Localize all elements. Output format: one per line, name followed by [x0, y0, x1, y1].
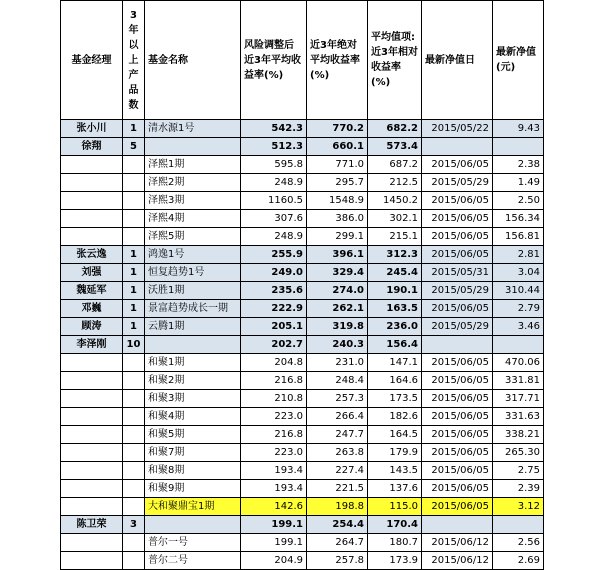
fund-name-cell: 鸿逸1号 — [145, 246, 241, 264]
nav-date-cell — [422, 516, 493, 534]
product-count-cell — [123, 552, 145, 570]
table-row — [61, 552, 544, 570]
nav-cell: 1.49 — [493, 174, 544, 192]
relative-return-cell: 312.3 — [368, 246, 422, 264]
fund-name-cell: 大和聚鼎宝1期 — [145, 498, 241, 516]
manager-cell — [61, 372, 123, 390]
risk-adjusted-return-cell: 248.9 — [241, 228, 307, 246]
risk-adjusted-return-cell: 210.8 — [241, 390, 307, 408]
fund-name-cell: 泽熙3期 — [145, 192, 241, 210]
relative-return-cell: 137.6 — [368, 480, 422, 498]
absolute-return-cell: 231.0 — [307, 354, 368, 372]
table-row — [61, 390, 544, 408]
risk-adjusted-return-cell: 249.0 — [241, 264, 307, 282]
nav-date-cell: 2015/06/12 — [422, 534, 493, 552]
manager-cell — [61, 192, 123, 210]
manager-cell — [61, 390, 123, 408]
manager-cell — [61, 426, 123, 444]
relative-return-cell: 164.6 — [368, 372, 422, 390]
absolute-return-cell: 660.1 — [307, 138, 368, 156]
risk-adjusted-return-cell: 222.9 — [241, 300, 307, 318]
nav-date-cell: 2015/06/05 — [422, 228, 493, 246]
nav-cell: 2.81 — [493, 246, 544, 264]
relative-return-cell: 173.9 — [368, 552, 422, 570]
relative-return-cell: 573.4 — [368, 138, 422, 156]
table-body — [61, 120, 544, 570]
manager-cell — [61, 534, 123, 552]
product-count-cell: 1 — [123, 246, 145, 264]
product-count-cell: 3 — [123, 516, 145, 534]
nav-cell: 3.12 — [493, 498, 544, 516]
relative-return-cell: 170.4 — [368, 516, 422, 534]
fund-name-cell: 和聚1期 — [145, 354, 241, 372]
product-count-cell — [123, 444, 145, 462]
risk-adjusted-return-cell: 142.6 — [241, 498, 307, 516]
relative-return-cell: 1450.2 — [368, 192, 422, 210]
nav-date-cell: 2015/05/31 — [422, 264, 493, 282]
relative-return-cell: 190.1 — [368, 282, 422, 300]
header-product-count: 3年以上产品数 — [123, 1, 145, 120]
risk-adjusted-return-cell: 307.6 — [241, 210, 307, 228]
absolute-return-cell: 266.4 — [307, 408, 368, 426]
absolute-return-cell: 1548.9 — [307, 192, 368, 210]
product-count-cell — [123, 480, 145, 498]
table-row — [61, 372, 544, 390]
nav-cell: 2.38 — [493, 156, 544, 174]
relative-return-cell: 212.5 — [368, 174, 422, 192]
fund-name-cell: 和聚8期 — [145, 462, 241, 480]
header-latest-nav-date: 最新净值日 — [422, 1, 493, 120]
manager-cell: 魏延军 — [61, 282, 123, 300]
product-count-cell: 5 — [123, 138, 145, 156]
product-count-cell — [123, 498, 145, 516]
fund-name-cell: 普尔一号 — [145, 534, 241, 552]
nav-cell: 2.69 — [493, 552, 544, 570]
table-row — [61, 264, 544, 282]
nav-date-cell: 2015/05/22 — [422, 120, 493, 138]
table-row — [61, 318, 544, 336]
fund-ranking-table — [60, 0, 544, 570]
nav-cell: 2.79 — [493, 300, 544, 318]
fund-ranking-table-container — [60, 0, 543, 570]
risk-adjusted-return-cell: 193.4 — [241, 462, 307, 480]
risk-adjusted-return-cell: 542.3 — [241, 120, 307, 138]
absolute-return-cell: 274.0 — [307, 282, 368, 300]
table-row — [61, 480, 544, 498]
fund-name-cell: 恒复趋势1号 — [145, 264, 241, 282]
nav-cell: 2.39 — [493, 480, 544, 498]
table-row — [61, 426, 544, 444]
absolute-return-cell: 771.0 — [307, 156, 368, 174]
absolute-return-cell: 257.8 — [307, 552, 368, 570]
manager-cell — [61, 408, 123, 426]
relative-return-cell: 180.7 — [368, 534, 422, 552]
nav-date-cell — [422, 336, 493, 354]
highlighted-fund-row — [61, 498, 544, 516]
relative-return-cell: 179.9 — [368, 444, 422, 462]
risk-adjusted-return-cell: 204.8 — [241, 354, 307, 372]
nav-cell: 3.04 — [493, 264, 544, 282]
nav-date-cell: 2015/06/12 — [422, 552, 493, 570]
nav-cell: 156.81 — [493, 228, 544, 246]
risk-adjusted-return-cell: 255.9 — [241, 246, 307, 264]
absolute-return-cell: 247.7 — [307, 426, 368, 444]
fund-name-cell: 和聚3期 — [145, 390, 241, 408]
manager-cell — [61, 552, 123, 570]
risk-adjusted-return-cell: 248.9 — [241, 174, 307, 192]
absolute-return-cell: 198.8 — [307, 498, 368, 516]
manager-cell — [61, 462, 123, 480]
fund-name-cell: 景富趋势成长一期 — [145, 300, 241, 318]
manager-cell: 李泽刚 — [61, 336, 123, 354]
risk-adjusted-return-cell: 216.8 — [241, 426, 307, 444]
manager-cell — [61, 156, 123, 174]
nav-date-cell: 2015/06/05 — [422, 210, 493, 228]
relative-return-cell: 682.2 — [368, 120, 422, 138]
table-row — [61, 120, 544, 138]
manager-cell: 陈卫荣 — [61, 516, 123, 534]
table-row — [61, 462, 544, 480]
risk-adjusted-return-cell: 199.1 — [241, 516, 307, 534]
manager-cell — [61, 228, 123, 246]
risk-adjusted-return-cell: 199.1 — [241, 534, 307, 552]
nav-date-cell: 2015/06/05 — [422, 156, 493, 174]
manager-summary-row — [61, 516, 544, 534]
absolute-return-cell: 254.4 — [307, 516, 368, 534]
fund-name-cell: 和聚2期 — [145, 372, 241, 390]
table-row — [61, 534, 544, 552]
table-row — [61, 354, 544, 372]
fund-name-cell: 云腾1期 — [145, 318, 241, 336]
table-row — [61, 174, 544, 192]
absolute-return-cell: 386.0 — [307, 210, 368, 228]
nav-cell: 3.46 — [493, 318, 544, 336]
risk-adjusted-return-cell: 204.9 — [241, 552, 307, 570]
nav-cell: 317.71 — [493, 390, 544, 408]
nav-cell: 9.43 — [493, 120, 544, 138]
header-row — [61, 1, 544, 120]
product-count-cell — [123, 426, 145, 444]
fund-name-cell: 清水源1号 — [145, 120, 241, 138]
relative-return-cell: 245.4 — [368, 264, 422, 282]
risk-adjusted-return-cell: 216.8 — [241, 372, 307, 390]
nav-cell: 331.81 — [493, 372, 544, 390]
nav-date-cell: 2015/06/05 — [422, 354, 493, 372]
fund-name-cell: 和聚7期 — [145, 444, 241, 462]
nav-date-cell: 2015/05/29 — [422, 318, 493, 336]
product-count-cell: 1 — [123, 318, 145, 336]
absolute-return-cell: 295.7 — [307, 174, 368, 192]
nav-date-cell — [422, 138, 493, 156]
nav-date-cell: 2015/06/05 — [422, 390, 493, 408]
product-count-cell — [123, 210, 145, 228]
manager-summary-row — [61, 336, 544, 354]
table-row — [61, 192, 544, 210]
product-count-cell: 1 — [123, 120, 145, 138]
nav-date-cell: 2015/06/05 — [422, 426, 493, 444]
table-row — [61, 210, 544, 228]
table-row — [61, 300, 544, 318]
fund-name-cell — [145, 336, 241, 354]
nav-cell: 338.21 — [493, 426, 544, 444]
table-row — [61, 246, 544, 264]
manager-cell: 刘强 — [61, 264, 123, 282]
risk-adjusted-return-cell: 595.8 — [241, 156, 307, 174]
nav-cell: 265.30 — [493, 444, 544, 462]
nav-date-cell: 2015/06/05 — [422, 462, 493, 480]
product-count-cell — [123, 462, 145, 480]
product-count-cell — [123, 354, 145, 372]
product-count-cell — [123, 174, 145, 192]
product-count-cell: 10 — [123, 336, 145, 354]
risk-adjusted-return-cell: 235.6 — [241, 282, 307, 300]
nav-cell: 2.75 — [493, 462, 544, 480]
relative-return-cell: 302.1 — [368, 210, 422, 228]
product-count-cell: 1 — [123, 300, 145, 318]
relative-return-cell: 173.5 — [368, 390, 422, 408]
table-row — [61, 156, 544, 174]
product-count-cell — [123, 372, 145, 390]
relative-return-cell: 687.2 — [368, 156, 422, 174]
fund-name-cell — [145, 516, 241, 534]
relative-return-cell: 143.5 — [368, 462, 422, 480]
table-row — [61, 444, 544, 462]
absolute-return-cell: 770.2 — [307, 120, 368, 138]
fund-name-cell: 普尔二号 — [145, 552, 241, 570]
absolute-return-cell: 248.4 — [307, 372, 368, 390]
product-count-cell: 1 — [123, 282, 145, 300]
risk-adjusted-return-cell: 202.7 — [241, 336, 307, 354]
manager-cell: 邓巍 — [61, 300, 123, 318]
manager-cell: 张云逸 — [61, 246, 123, 264]
absolute-return-cell: 227.4 — [307, 462, 368, 480]
absolute-return-cell: 221.5 — [307, 480, 368, 498]
nav-date-cell: 2015/06/05 — [422, 444, 493, 462]
nav-date-cell: 2015/05/29 — [422, 282, 493, 300]
product-count-cell — [123, 228, 145, 246]
nav-date-cell: 2015/05/29 — [422, 174, 493, 192]
absolute-return-cell: 264.7 — [307, 534, 368, 552]
manager-cell — [61, 480, 123, 498]
manager-cell: 徐翔 — [61, 138, 123, 156]
relative-return-cell: 156.4 — [368, 336, 422, 354]
header-risk-adjusted-return: 风险调整后近3年平均收益率(%) — [241, 1, 307, 120]
header-absolute-return: 近3年绝对平均收益率(%) — [307, 1, 368, 120]
nav-date-cell: 2015/06/05 — [422, 300, 493, 318]
relative-return-cell: 215.1 — [368, 228, 422, 246]
product-count-cell — [123, 408, 145, 426]
fund-name-cell: 泽熙1期 — [145, 156, 241, 174]
table-row — [61, 408, 544, 426]
risk-adjusted-return-cell: 1160.5 — [241, 192, 307, 210]
table-row — [61, 228, 544, 246]
absolute-return-cell: 319.8 — [307, 318, 368, 336]
fund-name-cell: 泽熙4期 — [145, 210, 241, 228]
fund-name-cell: 泽熙2期 — [145, 174, 241, 192]
nav-cell: 156.34 — [493, 210, 544, 228]
header-manager: 基金经理 — [61, 1, 123, 120]
risk-adjusted-return-cell: 223.0 — [241, 408, 307, 426]
absolute-return-cell: 263.8 — [307, 444, 368, 462]
relative-return-cell: 236.0 — [368, 318, 422, 336]
manager-cell — [61, 498, 123, 516]
relative-return-cell: 115.0 — [368, 498, 422, 516]
relative-return-cell: 164.5 — [368, 426, 422, 444]
fund-name-cell — [145, 138, 241, 156]
fund-name-cell: 和聚5期 — [145, 426, 241, 444]
absolute-return-cell: 396.1 — [307, 246, 368, 264]
nav-cell — [493, 138, 544, 156]
nav-cell: 2.50 — [493, 192, 544, 210]
manager-summary-row — [61, 138, 544, 156]
manager-cell — [61, 174, 123, 192]
absolute-return-cell: 262.1 — [307, 300, 368, 318]
header-latest-nav: 最新净值(元) — [493, 1, 544, 120]
nav-date-cell: 2015/06/05 — [422, 408, 493, 426]
manager-cell: 顾涛 — [61, 318, 123, 336]
absolute-return-cell: 240.3 — [307, 336, 368, 354]
manager-cell: 张小川 — [61, 120, 123, 138]
absolute-return-cell: 257.3 — [307, 390, 368, 408]
absolute-return-cell: 329.4 — [307, 264, 368, 282]
nav-date-cell: 2015/06/05 — [422, 192, 493, 210]
product-count-cell — [123, 534, 145, 552]
nav-date-cell: 2015/06/05 — [422, 246, 493, 264]
relative-return-cell: 163.5 — [368, 300, 422, 318]
fund-name-cell: 泽熙5期 — [145, 228, 241, 246]
nav-cell — [493, 516, 544, 534]
risk-adjusted-return-cell: 193.4 — [241, 480, 307, 498]
relative-return-cell: 182.6 — [368, 408, 422, 426]
absolute-return-cell: 299.1 — [307, 228, 368, 246]
nav-cell: 2.56 — [493, 534, 544, 552]
nav-date-cell: 2015/06/05 — [422, 480, 493, 498]
product-count-cell — [123, 390, 145, 408]
risk-adjusted-return-cell: 205.1 — [241, 318, 307, 336]
nav-date-cell: 2015/06/05 — [422, 372, 493, 390]
product-count-cell — [123, 192, 145, 210]
relative-return-cell: 147.1 — [368, 354, 422, 372]
fund-name-cell: 和聚9期 — [145, 480, 241, 498]
fund-name-cell: 沃胜1期 — [145, 282, 241, 300]
nav-date-cell: 2015/06/05 — [422, 498, 493, 516]
nav-cell: 331.63 — [493, 408, 544, 426]
product-count-cell: 1 — [123, 264, 145, 282]
header-fund-name: 基金名称 — [145, 1, 241, 120]
risk-adjusted-return-cell: 512.3 — [241, 138, 307, 156]
manager-cell — [61, 210, 123, 228]
manager-cell — [61, 444, 123, 462]
fund-name-cell: 和聚4期 — [145, 408, 241, 426]
nav-cell: 310.44 — [493, 282, 544, 300]
nav-cell: 470.06 — [493, 354, 544, 372]
table-row — [61, 282, 544, 300]
manager-cell — [61, 354, 123, 372]
risk-adjusted-return-cell: 223.0 — [241, 444, 307, 462]
nav-cell — [493, 336, 544, 354]
header-relative-return: 平均值项:近3年相对收益率(%) — [368, 1, 422, 120]
product-count-cell — [123, 156, 145, 174]
